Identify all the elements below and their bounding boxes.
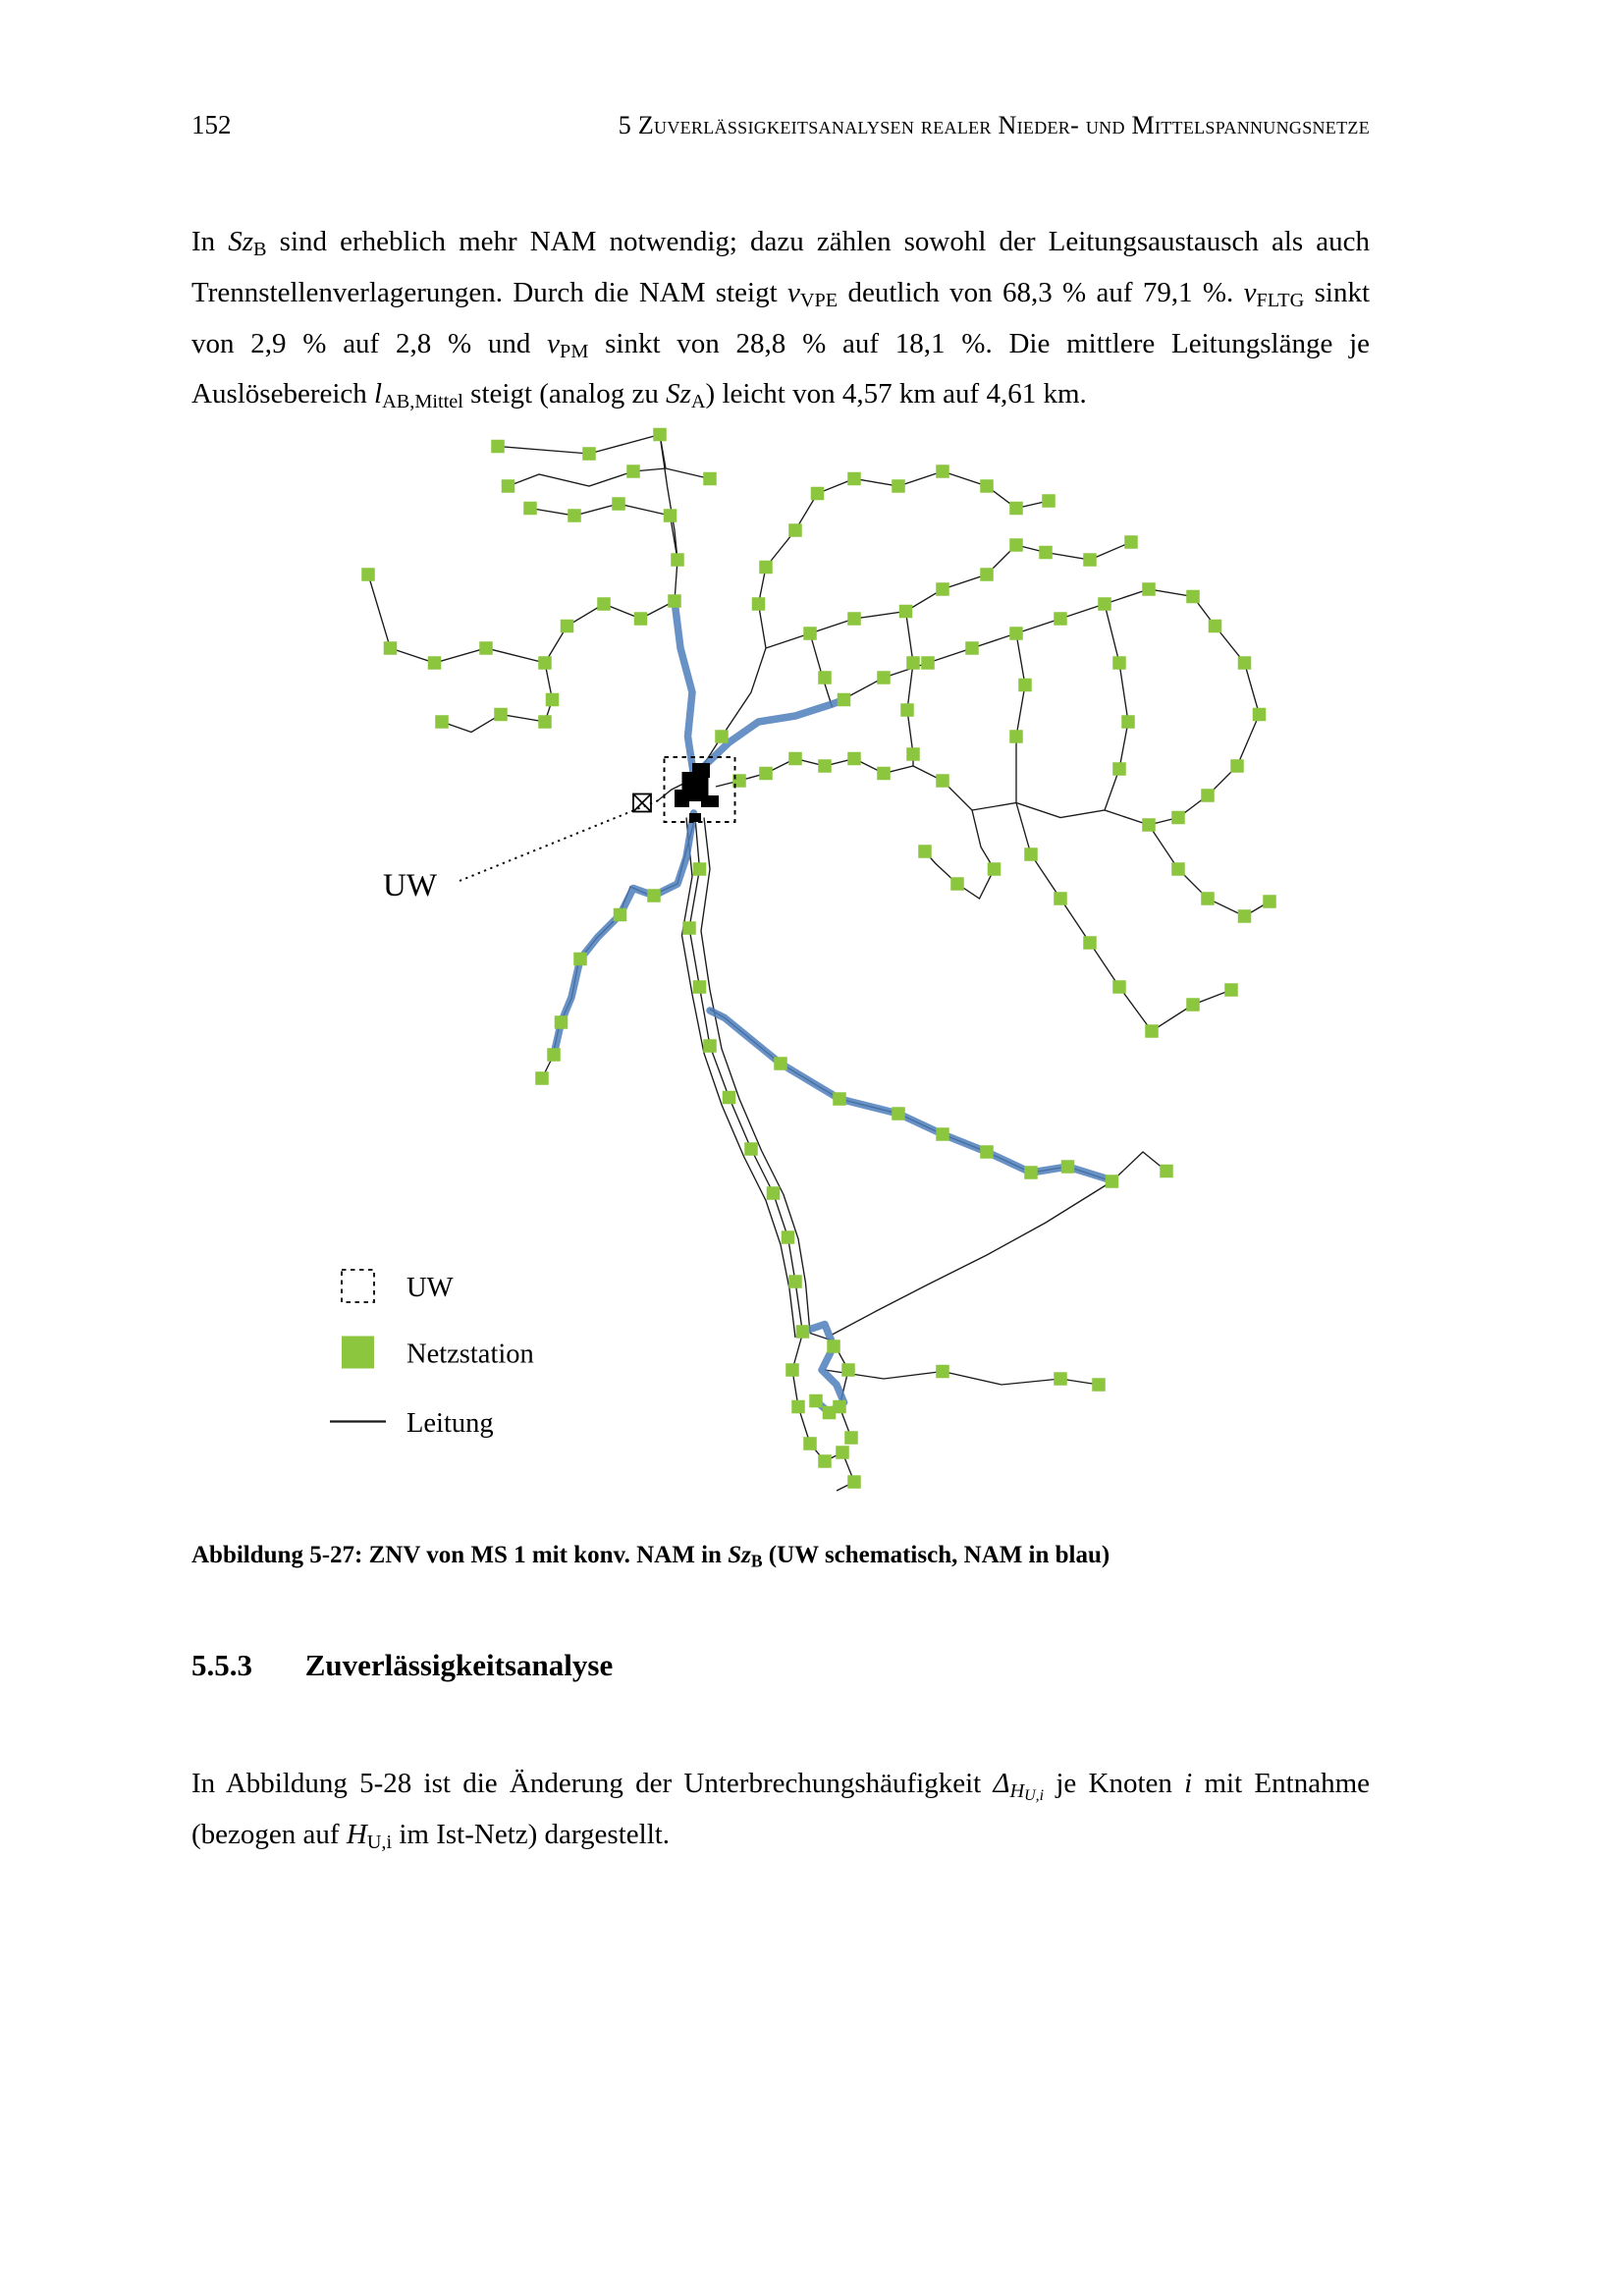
netzstation-node: [1142, 582, 1156, 596]
netzstation-node: [361, 568, 375, 581]
leitung-line: [972, 803, 1149, 826]
netzstation-node: [803, 627, 817, 640]
netzstation-node: [980, 568, 994, 581]
netzstation-node: [1054, 892, 1067, 905]
netzstation-node: [561, 620, 574, 633]
netzstation-node: [818, 1454, 832, 1468]
netzstation-node: [384, 641, 398, 655]
map-dynamic-layer: [361, 428, 1276, 1491]
netzstation-node: [1009, 627, 1023, 640]
leitung-line: [1105, 604, 1128, 810]
netzstation-node: [980, 1145, 994, 1159]
netzstation-node: [1054, 1372, 1067, 1386]
netzstation-node: [759, 561, 773, 574]
netzstation-node: [847, 472, 861, 486]
netzstation-node: [1186, 590, 1200, 604]
netzstation-node: [752, 597, 766, 611]
netzstation-node: [936, 774, 949, 788]
netzstation-node: [1238, 656, 1252, 670]
netzstation-node: [838, 693, 851, 707]
figure-caption: Abbildung 5-27: ZNV von MS 1 mit konv. NAM in SzB (UW schematisch, NAM in blau): [191, 1542, 1110, 1571]
leitung-line: [442, 715, 545, 733]
netzstation-node: [1201, 892, 1215, 905]
netzstation-node: [1061, 1160, 1075, 1174]
netzstation-node: [906, 656, 920, 670]
netzstation-node: [921, 656, 935, 670]
netzstation-node: [582, 447, 596, 461]
netzstation-node: [906, 747, 920, 761]
netzstation-node: [703, 472, 717, 486]
netzstation-node: [491, 440, 505, 454]
legend-netzstation-label: Netzstation: [406, 1339, 534, 1370]
netzstation-node: [1039, 546, 1053, 560]
netzstation-node: [892, 1107, 905, 1121]
netzstation-node: [1018, 679, 1032, 692]
leitung-line: [710, 1010, 1112, 1182]
netzstation-node: [614, 908, 627, 922]
netzstation-node: [899, 605, 913, 619]
leitung-line: [1016, 633, 1025, 803]
netzstation-node: [791, 1400, 805, 1414]
netzstation-node: [1112, 980, 1126, 994]
netzstation-node: [703, 1039, 717, 1053]
body-paragraph-2: In Abbildung 5-28 ist die Änderung der Unterbrechungshäufigkeit $\Delta H_{U,i}$ je Knoten i mit Entnahme (bezogen auf HU,i im Ist-Netz) dargestellt.: [191, 1768, 1370, 1854]
figure-5-27: [324, 427, 1296, 1547]
netzstation-node: [1042, 494, 1056, 508]
network-map: [324, 427, 1296, 1547]
section-title: Zuverlässigkeitsanalyse: [304, 1648, 614, 1682]
netzstation-node: [827, 1339, 840, 1353]
netzstation-node: [988, 862, 1001, 876]
netzstation-node: [847, 1475, 861, 1489]
netzstation-node: [502, 479, 515, 493]
leitung-line: [553, 818, 696, 1059]
uw-leader-line: [460, 800, 660, 882]
netzstation-node: [936, 1365, 949, 1379]
leitung-line: [1016, 803, 1231, 1032]
netzstation-node: [1145, 1024, 1159, 1038]
leitung-line: [906, 612, 914, 767]
netzstation-node: [693, 862, 707, 876]
leitung-line: [498, 435, 710, 479]
netzstation-node: [538, 656, 552, 670]
netzstation-node: [788, 523, 802, 537]
uw-substation-blob: [692, 763, 710, 778]
netzstation-node: [1201, 789, 1215, 802]
netzstation-node: [612, 497, 625, 511]
leitung-line: [530, 504, 677, 601]
netzstation-node: [788, 752, 802, 766]
map-legend: [330, 1270, 534, 1439]
leitung-line: [810, 633, 833, 707]
netzstation-node: [918, 845, 932, 858]
netzstation-node: [767, 1186, 781, 1200]
netzstation-node: [664, 509, 677, 522]
leitung-line: [833, 1181, 1112, 1335]
netzstation-node: [809, 1394, 823, 1408]
netzstation-node: [1083, 553, 1097, 567]
netzstation-node: [836, 1446, 849, 1459]
netzstation-node: [1160, 1165, 1173, 1178]
netzstation-node: [1224, 983, 1238, 997]
netzstation-node: [1263, 895, 1276, 908]
netzstation-node: [428, 656, 442, 670]
netzstation-node: [774, 1057, 787, 1070]
netzstation-node: [546, 693, 560, 707]
netzstation-node: [1083, 936, 1097, 950]
netzstation-node: [877, 767, 891, 781]
netzstation-node: [535, 1071, 549, 1085]
netzstation-node: [634, 612, 648, 626]
netzstation-node: [1098, 597, 1111, 611]
netzstation-node: [950, 877, 964, 891]
legend-leitung-label: Leitung: [406, 1408, 494, 1439]
netzstation-node: [653, 428, 667, 442]
netzstation-node: [844, 1431, 858, 1445]
legend-uw-swatch: [342, 1270, 374, 1302]
netzstation-node: [693, 980, 707, 994]
netzstation-node: [1024, 847, 1038, 861]
uw-substation-blob: [689, 813, 701, 822]
netzstation-node: [965, 641, 979, 655]
uw-boxed-x-icon: [633, 794, 651, 812]
leitung-line: [716, 759, 972, 811]
netzstation-node: [847, 612, 861, 626]
netzstation-node: [494, 708, 508, 722]
leitung-line: [1112, 1152, 1167, 1181]
uw-annotation-label: UW: [383, 868, 437, 903]
nam-line: [675, 601, 694, 775]
netzstation-node: [1009, 502, 1023, 516]
netzstation-node: [847, 752, 861, 766]
running-header: [191, 110, 1370, 140]
netzstation-node: [788, 1275, 802, 1288]
netzstation-node: [715, 730, 729, 743]
netzstation-node: [1121, 715, 1135, 729]
netzstation-node: [568, 509, 581, 522]
netzstation-node: [833, 1092, 846, 1106]
netzstation-node: [647, 889, 661, 902]
netzstation-node: [1009, 538, 1023, 552]
netzstation-node: [1238, 909, 1252, 923]
netzstation-node: [936, 582, 949, 596]
netzstation-node: [1009, 730, 1023, 743]
netzstation-node: [1209, 620, 1222, 633]
netzstation-node: [759, 767, 773, 781]
netzstation-node: [1253, 708, 1267, 722]
leitung-line: [682, 818, 796, 1339]
leitung-line: [943, 471, 1049, 509]
netzstation-node: [538, 715, 552, 729]
leitung-line: [695, 471, 943, 778]
section-number: 5.5.3: [191, 1648, 252, 1682]
netzstation-node: [892, 479, 905, 493]
nam-line: [554, 813, 694, 1055]
netzstation-node: [1230, 759, 1244, 773]
netzstation-node: [479, 641, 493, 655]
nam-line: [710, 1011, 1110, 1180]
netzstation-node: [1124, 535, 1138, 549]
netzstation-node: [1171, 811, 1185, 825]
netzstation-node: [671, 553, 684, 567]
netzstation-node: [877, 671, 891, 684]
netzstation-node: [744, 1142, 758, 1156]
netzstation-node: [1092, 1378, 1106, 1392]
netzstation-node: [803, 1437, 817, 1450]
netzstation-node: [936, 465, 949, 478]
netzstation-node: [1112, 762, 1126, 776]
running-head-title: 5 Zuverlässigkeitsanalysen realer Nieder- und Mittelspannungsnetze: [618, 111, 1370, 139]
netzstation-node: [980, 479, 994, 493]
netzstation-node: [597, 597, 611, 611]
uw-substation-blob: [701, 795, 719, 807]
section-heading-5-5-3: [191, 1648, 613, 1683]
netzstation-node: [573, 953, 587, 966]
netzstation-node: [811, 487, 825, 501]
netzstation-node: [841, 1363, 855, 1377]
netzstation-node: [1054, 612, 1067, 626]
netzstation-node: [723, 1091, 736, 1105]
netzstation-node: [1186, 998, 1200, 1011]
body-paragraph-1: In SzB sind erheblich mehr NAM notwendig; dazu zählen sowohl der Leitungsaustausch als auch Trennstellenverlagerungen. Durch die NAM steigt vVPE deutlich von 68,3 % auf 79,1 %. vFLTG sinkt von 2,9 % auf 2,8 % und vPM sinkt von 28,8 % auf 18,1 %. Die mittlere Leitungslänge je Auslösebereich lAB,Mittel steigt (analog zu SzA) leicht von 4,57 km auf 4,61 km.: [191, 226, 1371, 413]
netzstation-node: [936, 1127, 949, 1141]
netzstation-node: [818, 759, 832, 773]
netzstation-node: [435, 715, 449, 729]
netzstation-node: [823, 1406, 837, 1420]
netzstation-node: [668, 594, 681, 608]
netzstation-node: [785, 1363, 799, 1377]
netzstation-node: [547, 1048, 561, 1062]
netzstation-node: [523, 502, 537, 516]
netzstation-node: [782, 1230, 795, 1244]
uw-substation-blob: [675, 790, 689, 807]
leitung-line: [545, 601, 675, 722]
netzstation-node: [1106, 1175, 1119, 1188]
netzstation-node: [555, 1015, 568, 1029]
legend-netzstation-swatch: [342, 1337, 374, 1369]
netzstation-node: [900, 703, 914, 717]
page-number: 152: [191, 110, 232, 139]
netzstation-node: [818, 671, 832, 684]
legend-uw-label: UW: [406, 1273, 454, 1303]
netzstation-node: [1024, 1166, 1038, 1179]
netzstation-node: [1142, 818, 1156, 832]
netzstation-node: [1171, 862, 1185, 876]
leitung-line: [509, 468, 667, 486]
netzstation-node: [1112, 656, 1126, 670]
netzstation-node: [682, 921, 696, 935]
netzstation-node: [796, 1325, 810, 1339]
netzstation-node: [626, 465, 640, 478]
